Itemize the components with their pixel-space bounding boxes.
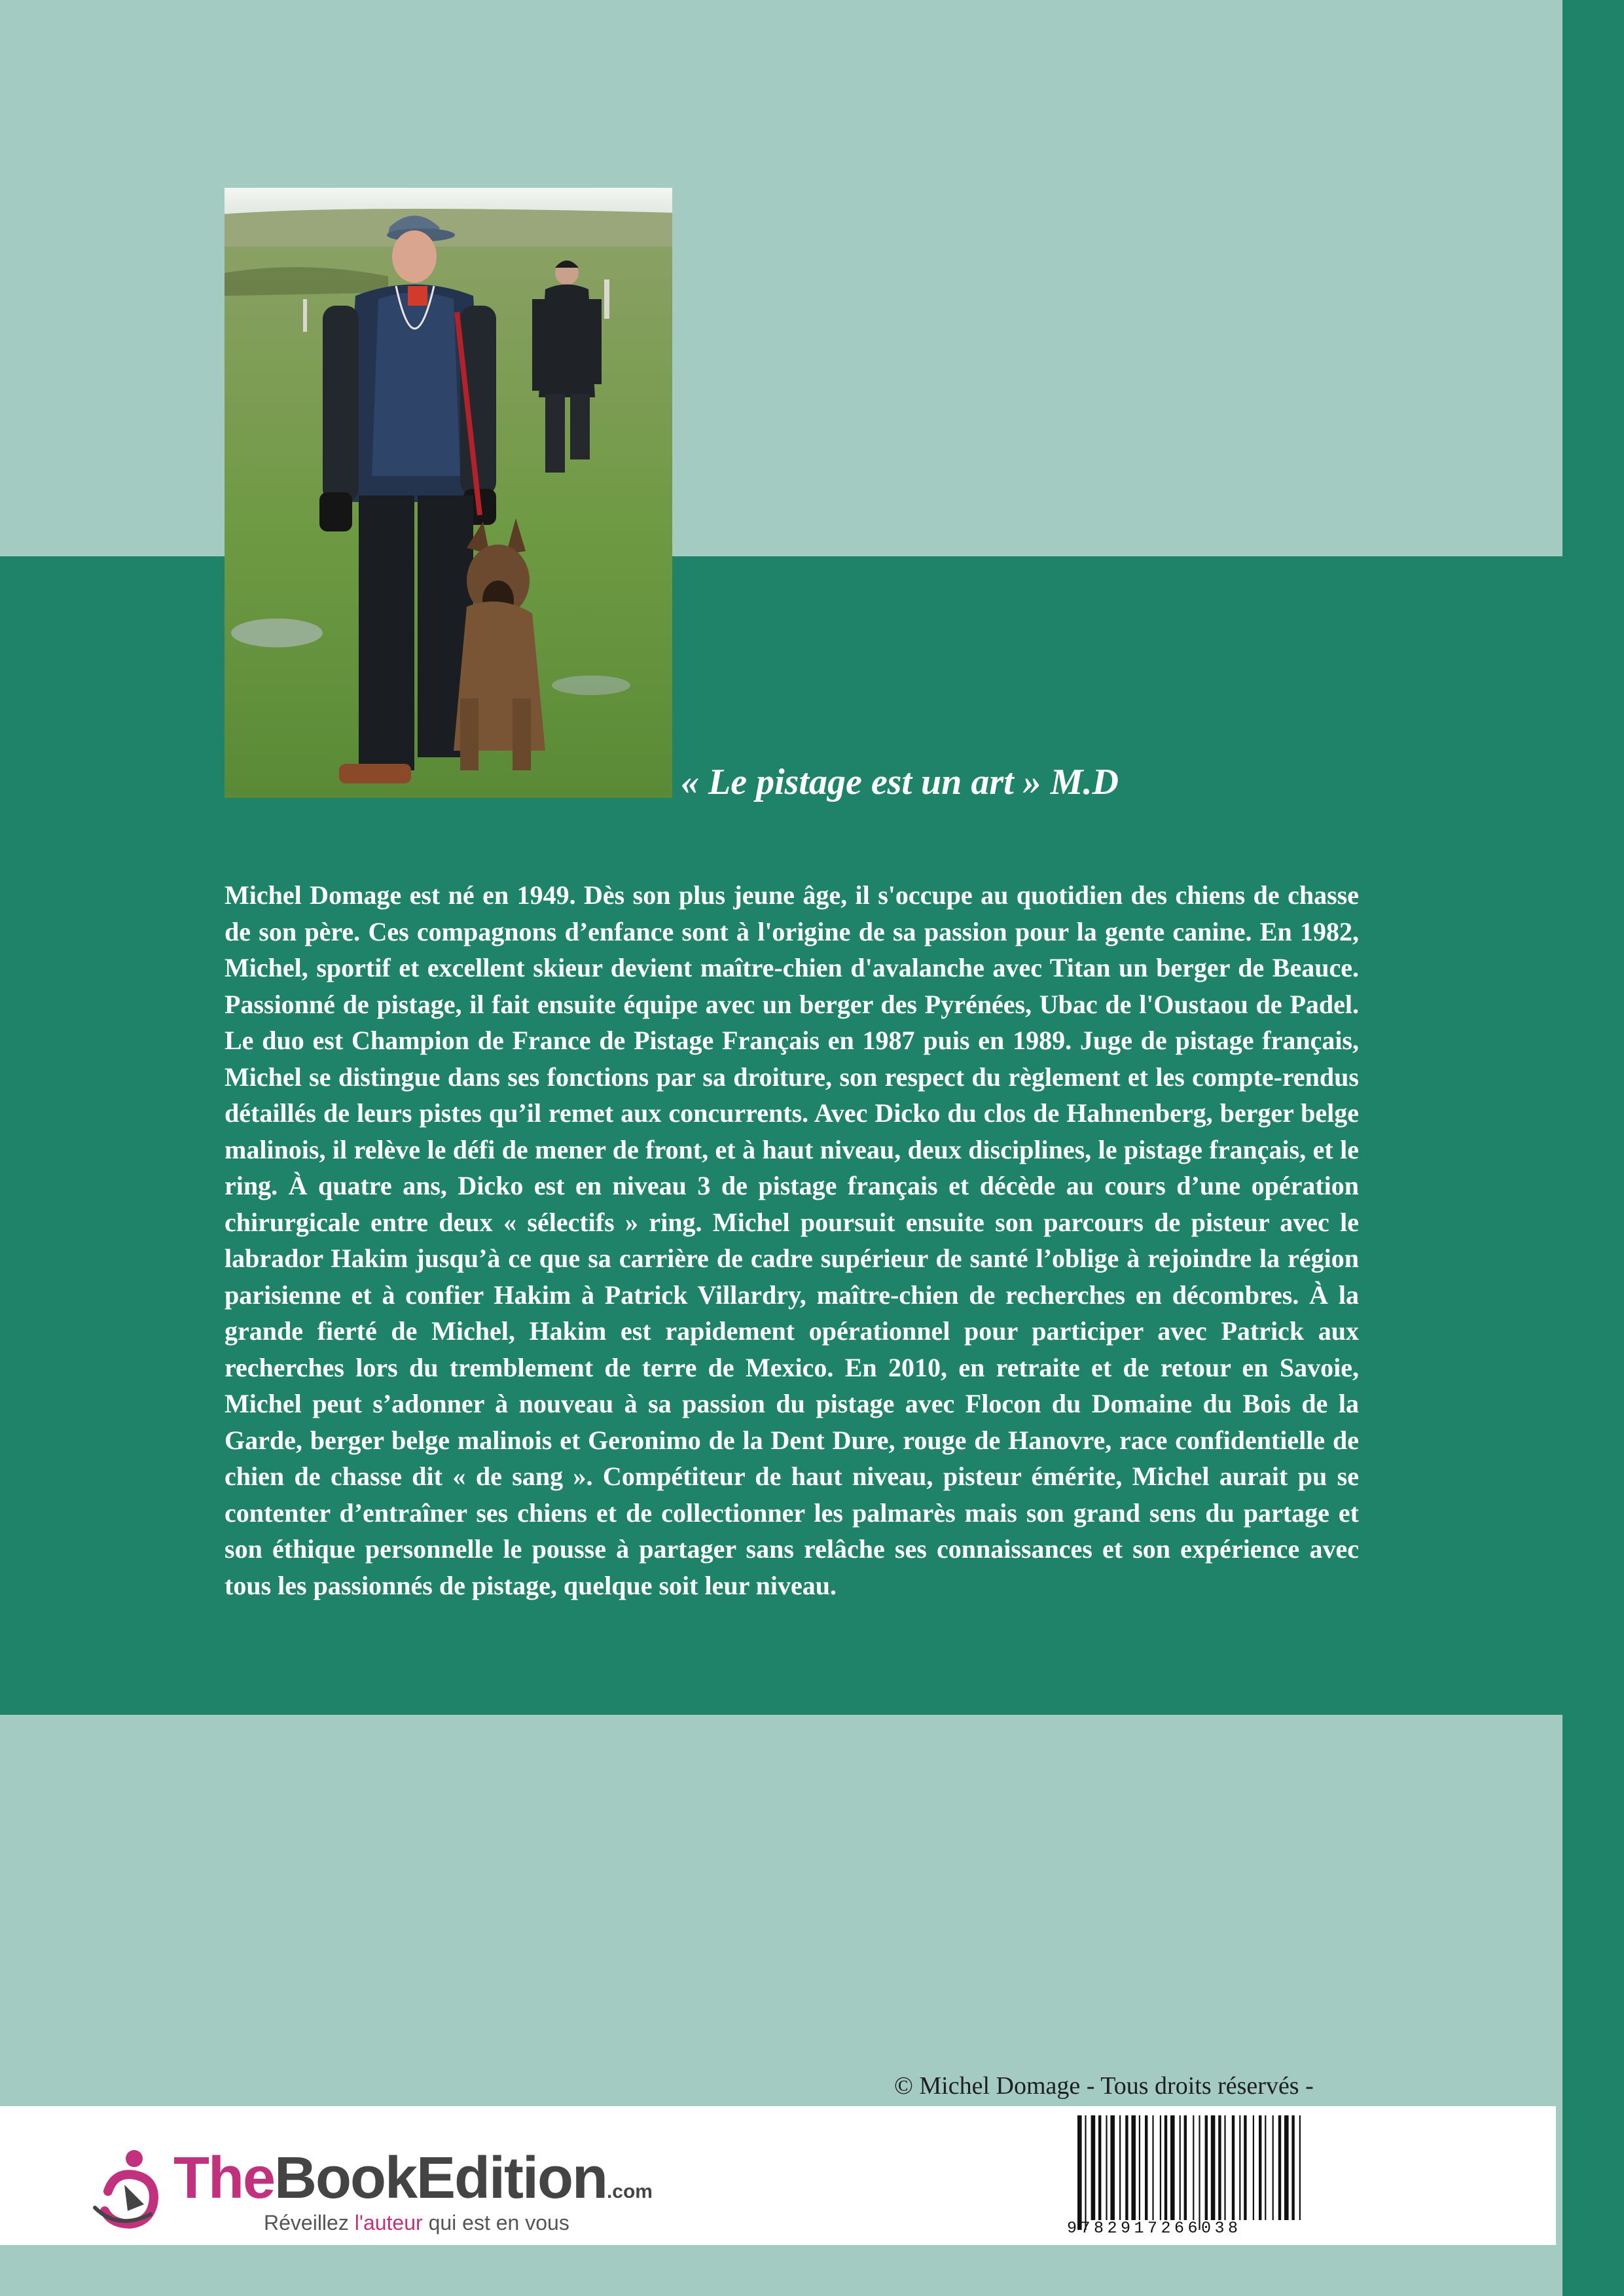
barcode-digits: 9782917266038 [1067, 2219, 1242, 2238]
quote: « Le pistage est un art » M.D [681, 762, 1119, 802]
spine-stripe [1562, 0, 1624, 2296]
author-bio: Michel Domage est né en 1949. Dès son plus jeune âge, il s'occupe au quotidien des chiens de chasse de son père. Ces compagnons d’enfance sont à l'origine de sa passion pour la gente canine. En 1982, Michel, sportif et excellent skieur devient maître-chien d'avalanche avec Titan un berger de Beauce. Passionné de pistage, il fait ensuite équipe avec un berger des Pyrénées, Ubac de l'Oustaou de Padel. Le duo est Champion de France de Pistage Français en 1987 puis en 1989. Juge de pistage français, Michel se distingue dans ses fonctions par sa droiture, son respect du règlement et les compte-rendus détaillés de leurs pistes qu’il remet aux concurrents. Avec Dicko du clos de Hahnenberg, berger belge malinois, il relève le défi de mener de front, et à haut niveau, deux disciplines, le pistage français, et le ring. À quatre ans, Dicko est en niveau 3 de pistage français et décède au cours d’une opération chirurgicale entre deux « sélectifs » ring. Michel poursuit ensuite son parcours de pisteur avec le labrador Hakim jusqu’à ce que sa carrière de cadre supérieur de santé l’oblige à rejoindre la région parisienne et à confier Hakim à Patrick Villardry, maître-chien de recherches en décombres. À la grande fierté de Michel, Hakim est rapidement opérationnel pour participer avec Patrick aux recherches lors du tremblement de terre de Mexico. En 2010, en retraite et de retour en Savoie, Michel peut s’adonner à nouveau à sa passion du pistage avec Flocon du Domaine du Bois de la Garde, berger belge malinois et Geronimo de la Dent Dure, rouge de Hanovre, race confidentielle de chien de chasse dit « de sang ». Compétiteur de haut niveau, pisteur émérite, Michel aurait pu se contenter d’entraîner ses chiens et de collectionner les palmarès mais son grand sens du partage et son éthique personnelle le pousse à partager sans relâche ses connaissances et son expérience avec tous les passionnés de pistage, quelque soit leur niveau. [225, 880, 1359, 1600]
logo-the: The [173, 2145, 275, 2211]
logo-tagline [264, 2211, 569, 2235]
publisher-logo [88, 2145, 653, 2237]
logo-mark-icon [88, 2145, 173, 2237]
copyright-notice: © Michel Domage - Tous droits réservés - [894, 2072, 1314, 2100]
author-photo [225, 188, 672, 798]
logo-tag-after: qui est en vous [422, 2211, 569, 2234]
logo-tag-accent: l'auteur [354, 2211, 423, 2234]
logo-book-edition: BookEdition [274, 2145, 607, 2211]
logo-tag-before: Réveillez [264, 2211, 355, 2234]
logo-com: .com [606, 2181, 653, 2202]
